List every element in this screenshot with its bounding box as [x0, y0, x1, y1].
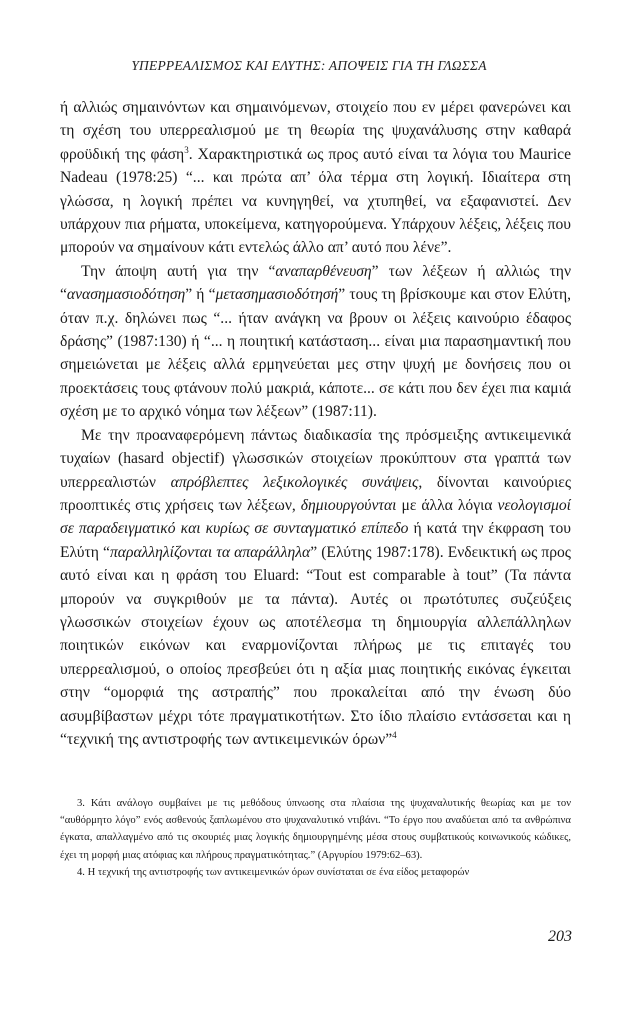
- body-text: [60, 96, 571, 751]
- footnote-4: 4. Η τεχνική της αντιστροφής των αντικειμενικών όρων συνίσταται σε ένα είδος μεταφορών: [77, 866, 470, 878]
- footnote-3: 3. Κάτι ανάλογο συμβαίνει με τις μεθόδους ύπνωσης στα πλαίσια της ψυχαναλυτικής θεωρίας και με τον “αυθόρμητο λόγο” ενός ασθενούς ξαπλωμένου στο ψυχαναλυτικό ντιβάνι. “Το έργο που αναδύεται από τα ανθρώπινα έγκατα, απαλλαγμένο από τις σκουριές μιας λογικής δημιουργημένης μέσα στους συμβατικούς κοινωνικούς κώδικες, έχει τη μορφή μιας ατόφιας και πλήρους πραγματικότητας.” (Αργυρίου 1979:62–63).: [60, 798, 571, 861]
- footnotes: [60, 795, 571, 881]
- footnote-ref-4[interactable]: 4: [392, 729, 397, 740]
- paragraph-3: Με την προαναφερόμενη πάντως διαδικασία της πρόσμειξης αντικειμενικά τυχαίων (hasard objectif) γλωσσικών στοιχείων προκύπτουν στα γραπτά των υπερρεαλιστών απρόβλεπτες λεξικολογικές συνάψεις, δίνονται καινούριες προοπτικές στις χρήσεις των λέξεων, δημιουργούνται με άλλα λόγια νεολογισμοί σε παραδειγματικό και κυρίως σε συνταγματικό επίπεδο ή κατά την έκφραση του Ελύτη “παραλληλίζονται τα απαράλληλα” (Ελύτης 1987:178). Ενδεικτική ως προς αυτό είναι και η φράση του Eluard: “Tout est comparable à tout” (Τα πάντα μπορούν να συγκριθούν με τα πάντα). Αυτές οι πρωτότυπες συζεύξεις γλωσσικών στοιχείων έχουν ως αποτέλεσμα τη δημιουργία αλλεπάλληλων ποιητικών εικόνων και εναρμονίζονται πλήρως με τις επιταγές του υπερρεαλισμού, ο οποίος πρεσβεύει ότι η αξία μιας ποιητικής εικόνας έγκειται στην “ομορφιά της αστραπής” που προκαλείται από την ένωση δύο ασυμβίβαστων μέχρι τότε πραγματικοτήτων. Στο ίδιο πλαίσιο εντάσσεται και η “τεχνική της αντιστροφής των αντικειμενικών όρων”$^4$: [60, 426, 572, 748]
- running-header: ΥΠΕΡΡΕΑΛΙΣΜΟΣ ΚΑΙ ΕΛΥΤΗΣ: ΑΠΟΨΕΙΣ ΓΙΑ ΤΗ ΓΛΩΣΣΑ: [131, 58, 487, 73]
- paragraph-2: Την άποψη αυτή για την “αναπαρθένευση” των λέξεων ή αλλιώς την “ανασημασιοδότηση” ή “μετασημασιοδότησή” τους τη βρίσκουμε και στον Ελύτη, όταν π.χ. δηλώνει πως “... ήταν ανάγκη να βρουν οι λέξεις καινούριο έδαφος δράσης” (1987:130) ή “... η ποιητική κατάσταση... είναι μια παρασημαντική που σημειώνεται με λέξεις αλλά ερμηνεύεται μες στην ψυχή με δονήσεις που οι προεκτάσεις τους φτάνουν πολύ μακριά, κάποτε... σε κάτι που δεν έχει πια καμιά σχέση με το αρχικό νόημα των λέξεων” (1987:11).: [60, 262, 571, 421]
- paragraph-1: ή αλλιώς σημαινόντων και σημαινόμενων, στοιχείο που εν μέρει φανερώνει και τη σχέση του υπερρεαλισμού με τη θεωρία της ψυχανάλυσης στην καθαρά φροϋδική της φάση$^3$. Χαρακτηριστικά ως προς αυτό είναι τα λόγια του Maurice Nadeau (1978:25) “... και πρώτα απ’ όλα τέρμα στη λογική. Ιδιαίτερα στη γλώσσα, η λογική πρέπει να κυνηγηθεί, να χτυπηθεί, να εξαφανιστεί. Δεν υπάρχουν πια ρήματα, υποκείμενα, κατηγορούμενα. Υπάρχουν λέξεις, λέξεις που μπορούν να σημαίνουν κάτι εντελώς άλλο απ’ αυτό που λένε”.: [60, 99, 571, 257]
- footnote-ref-3[interactable]: 3: [184, 144, 189, 155]
- page-number: 203: [548, 928, 572, 945]
